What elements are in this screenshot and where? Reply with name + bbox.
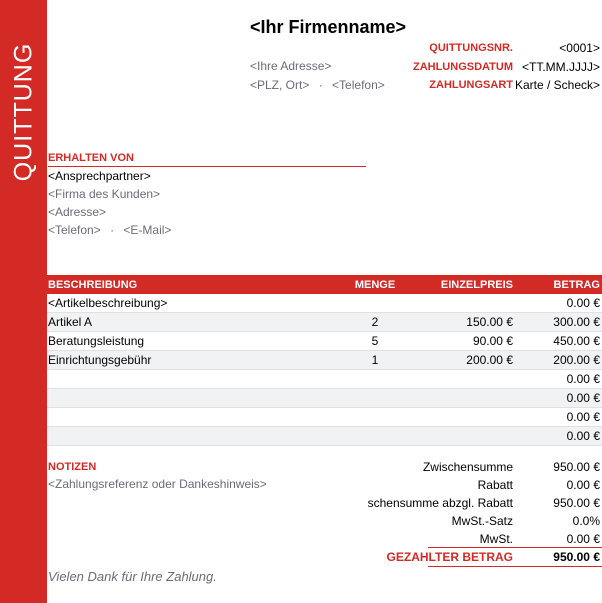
row-amount: 0.00 €	[566, 410, 600, 424]
discount-label: Rabatt	[477, 478, 513, 492]
row-price: 150.00 €	[466, 315, 513, 329]
tax-rate-value: 0.0%	[572, 514, 600, 528]
total-value: 950.00 €	[553, 550, 600, 564]
table-row	[47, 408, 602, 427]
table-row	[47, 389, 602, 408]
row-description: Artikel A	[48, 315, 93, 329]
col-description: BESCHREIBUNG	[48, 279, 138, 291]
receipt-no-value: <0001>	[559, 41, 600, 55]
table-row	[47, 332, 602, 351]
company-address: <Ihre Adresse>	[250, 59, 332, 73]
tax-value: 0.00 €	[566, 532, 600, 546]
row-description: Beratungsleistung	[48, 334, 145, 348]
table-row	[47, 313, 602, 332]
date-value: <TT.MM.JJJJ>	[521, 60, 600, 74]
subtotal-label: Zwischensumme	[422, 460, 513, 474]
notes-text: <Zahlungsreferenz oder Dankeshinweis>	[48, 477, 267, 491]
zip-city: <PLZ, Ort>	[250, 78, 310, 92]
received-from-heading: ERHALTEN VON	[48, 152, 134, 164]
discount-value: 0.00 €	[566, 478, 600, 492]
row-amount: 200.00 €	[553, 353, 600, 367]
row-description: <Artikelbeschreibung>	[48, 296, 168, 310]
row-price: 200.00 €	[466, 353, 513, 367]
method-label: ZAHLUNGSART	[429, 79, 513, 91]
after-discount-value: 950.00 €	[553, 496, 600, 510]
company-name: <Ihr Firmenname>	[250, 17, 407, 37]
table-row	[47, 351, 602, 370]
document-title: QUITTUNG	[9, 42, 38, 182]
customer-contact-info	[48, 223, 171, 237]
total-top-rule	[428, 547, 602, 548]
row-price: 90.00 €	[472, 334, 513, 348]
sidebar-band	[0, 0, 47, 603]
table-row	[47, 370, 602, 389]
col-qty: MENGE	[354, 279, 396, 291]
table-row	[47, 294, 602, 313]
row-description: Einrichtungsgebühr	[48, 353, 152, 367]
total-label: GEZAHLTER BETRAG	[386, 550, 513, 564]
customer-company: <Firma des Kunden>	[48, 187, 161, 201]
after-discount-label: schensumme abzgl. Rabatt	[367, 496, 513, 510]
tax-rate-label: MwSt.-Satz	[451, 514, 513, 528]
notes-heading: NOTIZEN	[48, 461, 97, 473]
col-price: EINZELPREIS	[440, 279, 513, 291]
row-amount: 0.00 €	[566, 429, 600, 443]
table-header	[47, 275, 602, 294]
customer-phone: <Telefon>	[48, 223, 101, 237]
company-phone: <Telefon>	[332, 78, 385, 92]
row-qty: 1	[371, 353, 379, 367]
row-qty: 5	[371, 334, 379, 348]
received-from-divider	[48, 166, 366, 167]
items-table	[47, 275, 602, 446]
separator-dot: ·	[318, 78, 323, 92]
customer-email: <E-Mail>	[123, 223, 172, 237]
row-amount: 0.00 €	[566, 372, 600, 386]
subtotal-value: 950.00 €	[553, 460, 600, 474]
company-zip-city	[250, 78, 385, 92]
thank-you-note: Vielen Dank für Ihre Zahlung.	[48, 569, 217, 584]
date-label: ZAHLUNGSDATUM	[412, 61, 513, 73]
row-amount: 300.00 €	[553, 315, 600, 329]
col-amount: BETRAG	[553, 279, 600, 291]
row-amount: 0.00 €	[566, 296, 600, 310]
table-body	[47, 294, 602, 446]
separator-dot: ·	[110, 223, 115, 237]
tax-label: MwSt.	[479, 532, 513, 546]
receipt-no-label: QUITTUNGSNR.	[429, 42, 513, 54]
row-amount: 450.00 €	[553, 334, 600, 348]
total-bottom-rule	[428, 566, 602, 567]
customer-contact: <Ansprechpartner>	[48, 169, 151, 183]
table-row	[47, 427, 602, 446]
row-qty: 2	[371, 315, 379, 329]
customer-address: <Adresse>	[48, 205, 107, 219]
row-amount: 0.00 €	[566, 391, 600, 405]
method-value: Karte / Scheck>	[514, 78, 600, 92]
